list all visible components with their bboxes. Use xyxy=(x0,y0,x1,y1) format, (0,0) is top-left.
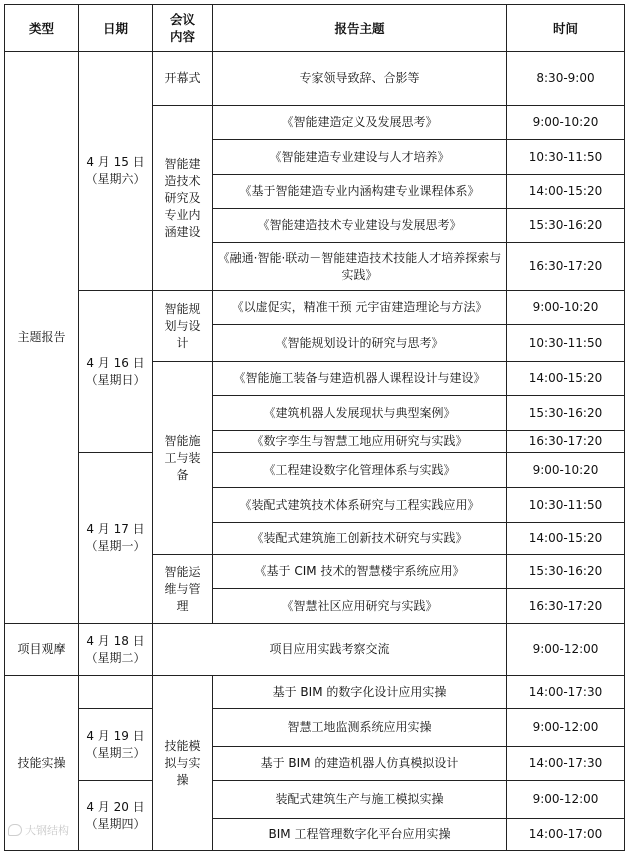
date-cell: 4 月 16 日 （星期日） xyxy=(79,291,153,453)
time-cell: 9:00-10:20 xyxy=(507,453,625,488)
topic-cell: 《基于 CIM 技术的智慧楼宇系统应用》 xyxy=(213,555,507,589)
header-row xyxy=(5,5,625,52)
time-cell: 9:00-12:00 xyxy=(507,781,625,819)
topic-cell: 《智能建造技术专业建设与发展思考》 xyxy=(213,209,507,243)
date-cell: 4 月 15 日 （星期六） xyxy=(79,52,153,291)
schedule-table xyxy=(4,4,625,851)
topic-cell: 《智能建造定义及发展思考》 xyxy=(213,106,507,140)
content-cell: 技能模 拟与实 操 xyxy=(153,676,213,851)
time-cell: 14:00-17:30 xyxy=(507,676,625,709)
topic-cell: 《基于智能建造专业内涵构建专业课程体系》 xyxy=(213,175,507,209)
header-topic: 报告主题 xyxy=(213,5,507,52)
topic-cell: 基于 BIM 的数字化设计应用实操 xyxy=(213,676,507,709)
content-cell: 智能建 造技术 研究及 专业内 涵建设 xyxy=(153,106,213,291)
table-row xyxy=(5,676,625,709)
content-cell: 智能施 工与装 备 xyxy=(153,362,213,555)
header-time: 时间 xyxy=(507,5,625,52)
time-cell: 9:00-10:20 xyxy=(507,106,625,140)
time-cell: 14:00-17:30 xyxy=(507,747,625,781)
table-row xyxy=(5,52,625,106)
table-row xyxy=(5,709,625,747)
header-date: 日期 xyxy=(79,5,153,52)
time-cell: 15:30-16:20 xyxy=(507,555,625,589)
time-cell: 8:30-9:00 xyxy=(507,52,625,106)
group-observe: 项目观摩 xyxy=(5,624,79,676)
time-cell: 14:00-17:00 xyxy=(507,819,625,851)
topic-cell: 项目应用实践考察交流 xyxy=(153,624,507,676)
time-cell: 10:30-11:50 xyxy=(507,325,625,362)
topic-cell: 《智能规划设计的研究与思考》 xyxy=(213,325,507,362)
time-cell: 14:00-15:20 xyxy=(507,175,625,209)
time-cell: 10:30-11:50 xyxy=(507,140,625,175)
header-content: 会议 内容 xyxy=(153,5,213,52)
content-cell: 智能规 划与设 计 xyxy=(153,291,213,362)
time-cell: 14:00-15:20 xyxy=(507,523,625,555)
table-row xyxy=(5,624,625,676)
date-cell: 4 月 17 日 （星期一） xyxy=(79,453,153,624)
time-cell: 16:30-17:20 xyxy=(507,243,625,291)
group-report: 主题报告 xyxy=(5,52,79,624)
time-cell: 9:00-12:00 xyxy=(507,709,625,747)
date-cell-blank xyxy=(79,676,153,709)
topic-cell: 《工程建设数字化管理体系与实践》 xyxy=(213,453,507,488)
watermark xyxy=(8,822,69,838)
topic-cell: 《数字孪生与智慧工地应用研究与实践》 xyxy=(213,431,507,453)
table-row xyxy=(5,291,625,325)
time-cell: 16:30-17:20 xyxy=(507,431,625,453)
time-cell: 14:00-15:20 xyxy=(507,362,625,396)
time-cell: 9:00-10:20 xyxy=(507,291,625,325)
date-cell: 4 月 18 日 （星期二） xyxy=(79,624,153,676)
topic-cell: 《以虚促实，精准干预 元宇宙建造理论与方法》 xyxy=(213,291,507,325)
content-cell: 智能运 维与管 理 xyxy=(153,555,213,624)
content-cell: 开幕式 xyxy=(153,52,213,106)
date-cell: 4 月 20 日 （星期四） xyxy=(79,781,153,851)
group-practice: 技能实操 xyxy=(5,676,79,851)
watermark-text: 大钢结构 xyxy=(25,824,69,837)
topic-cell: 《装配式建筑施工创新技术研究与实践》 xyxy=(213,523,507,555)
topic-cell: 《建筑机器人发展现状与典型案例》 xyxy=(213,396,507,431)
table-row xyxy=(5,781,625,819)
table-row xyxy=(5,453,625,488)
time-cell: 15:30-16:20 xyxy=(507,209,625,243)
topic-cell: 《装配式建筑技术体系研究与工程实践应用》 xyxy=(213,488,507,523)
chat-bubble-icon xyxy=(8,824,22,836)
topic-cell: 《智能施工装备与建造机器人课程设计与建设》 xyxy=(213,362,507,396)
topic-cell: 装配式建筑生产与施工模拟实操 xyxy=(213,781,507,819)
topic-cell: 专家领导致辞、合影等 xyxy=(213,52,507,106)
topic-cell: 基于 BIM 的建造机器人仿真模拟设计 xyxy=(213,747,507,781)
time-cell: 15:30-16:20 xyxy=(507,396,625,431)
topic-cell: 智慧工地监测系统应用实操 xyxy=(213,709,507,747)
header-type: 类型 xyxy=(5,5,79,52)
topic-cell: 《智慧社区应用研究与实践》 xyxy=(213,589,507,624)
time-cell: 9:00-12:00 xyxy=(507,624,625,676)
topic-cell: 《融通·智能·联动－智能建造技术技能人才培养探索与实践》 xyxy=(213,243,507,291)
topic-cell: BIM 工程管理数字化平台应用实操 xyxy=(213,819,507,851)
time-cell: 10:30-11:50 xyxy=(507,488,625,523)
topic-cell: 《智能建造专业建设与人才培养》 xyxy=(213,140,507,175)
time-cell: 16:30-17:20 xyxy=(507,589,625,624)
date-cell: 4 月 19 日 （星期三） xyxy=(79,709,153,781)
